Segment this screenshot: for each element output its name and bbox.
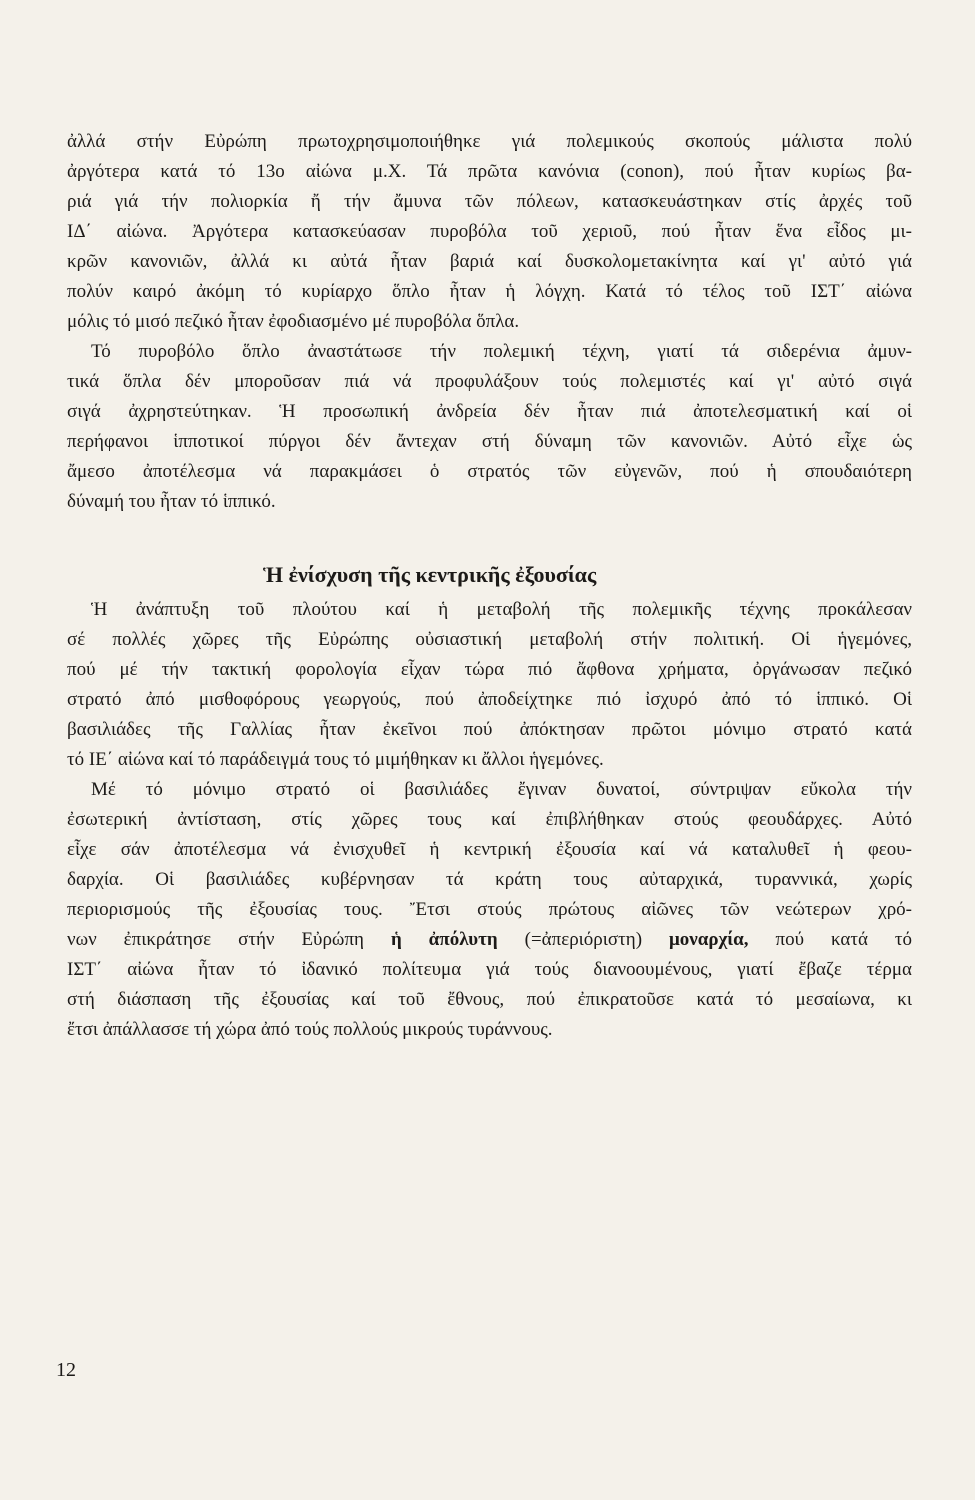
text-fragment: (=ἀπεριόριστη) [497,929,669,950]
text-line: πολύν καιρό ἀκόμη τό κυρίαρχο ὅπλο ἦταν ἡ λόγχη. Κατά τό τέλος τοῦ ΙΣΤ΄ αἰώνα [67,281,912,302]
text-line: κρῶν κανονιῶν, ἀλλά κι αὐτά ἦταν βαριά καί δυσκολομετακίνητα καί γι' αὐτό γιά [67,251,912,272]
paragraph-military-change [67,337,912,517]
text-line-with-bold-terms [67,925,912,955]
paragraph-absolute-monarchy [67,775,912,1045]
text-line: στρατό ἀπό μισθοφόρους γεωργούς, πού ἀποδείχτηκε πιό ἰσχυρό ἀπό τό ἱππικό. Οἱ [67,689,912,710]
text-line: μόλις τό μισό πεζικό ἦταν ἐφοδιασμένο μέ πυροβόλα ὅπλα. [67,311,520,332]
text-line: ἀλλά στήν Εὐρώπη πρωτοχρησιμοποιήθηκε γιά πολεμικούς σκοπούς μάλιστα πολύ [67,131,912,152]
text-line: ἔτσι ἀπάλλασσε τή χώρα ἀπό τούς πολλούς μικρούς τυράννους. [67,1019,553,1040]
text-line: ἀργότερα κατά τό 13ο αἰώνα μ.Χ. Τά πρῶτα κανόνια (conon), πού ἦταν κυρίως βα- [67,161,912,182]
text-line: σιγά ἀχρηστεύτηκαν. Ἡ προσωπική ἀνδρεία δέν ἦταν πιά ἀποτελεσματική καί οἱ [67,401,912,422]
text-line: δύναμή του ἦταν τό ἱππικό. [67,491,276,512]
text-line: περήφανοι ἱπποτικοί πύργοι δέν ἄντεχαν στή δύναμη τῶν κανονιῶν. Αὐτό εἶχε ὡς [67,431,912,452]
text-line: ριά γιά τήν πολιορκία ἤ τήν ἄμυνα τῶν πόλεων, κατασκευάστηκαν στίς ἀρχές τοῦ [67,191,912,212]
text-line: Ἡ ἀνάπτυξη τοῦ πλούτου καί ἡ μεταβολή τῆς πολεμικῆς τέχνης προκάλεσαν [91,599,912,620]
text-line: ἄμεσο ἀποτέλεσμα νά παρακμάσει ὁ στρατός τῶν εὐγενῶν, πού ἡ σπουδαιότερη [67,461,912,482]
page-number: 12 [56,1359,76,1381]
text-line: εἶχε σάν ἀποτέλεσμα νά ἐνισχυθεῖ ἡ κεντρική ἐξουσία καί νά καταλυθεῖ ἡ φεου- [67,839,912,860]
text-line: σέ πολλές χῶρες τῆς Εὐρώπης οὐσιαστική μεταβολή στήν πολιτική. Οἱ ἡγεμόνες, [67,629,912,650]
text-fragment: πού κατά τό [748,929,912,950]
text-line: Μέ τό μόνιμο στρατό οἱ βασιλιάδες ἔγιναν δυνατοί, σύντριψαν εὔκολα τήν [91,779,912,800]
text-line: Τό πυροβόλο ὅπλο ἀναστάτωσε τήν πολεμική τέχνη, γιατί τά σιδερένια ἀμυν- [91,341,912,362]
text-line: πού μέ τήν τακτική φορολογία εἶχαν τώρα πιό ἄφθονα χρήματα, ὀργάνωσαν πεζικό [67,659,912,680]
text-line: τό ΙΕ΄ αἰώνα καί τό παράδειγμά τους τό μιμήθηκαν κι ἄλλοι ἡγεμόνες. [67,749,604,770]
text-line: δαρχία. Οἱ βασιλιάδες κυβέρνησαν τά κράτη τους αὐταρχικά, τυραννικά, χωρίς [67,869,912,890]
bold-term-absolute: ἡ ἀπόλυτη [390,929,498,950]
text-line: τικά ὅπλα δέν μποροῦσαν πιά νά προφυλάξουν τούς πολεμιστές καί γι' αὐτό σιγά [67,371,912,392]
section-heading: Ἡ ἐνίσχυση τῆς κεντρικῆς ἐξουσίας [263,562,597,587]
paragraph-central-power [67,595,912,775]
text-line: ἐσωτερική ἀντίσταση, στίς χῶρες τους καί ἐπιβλήθηκαν στούς φεουδάρχες. Αὐτό [67,809,912,830]
paragraph-gunpowder-weapons [67,127,912,337]
text-line: στή διάσπαση τῆς ἐξουσίας καί τοῦ ἔθνους, πού ἐπικρατοῦσε κατά τό μεσαίωνα, κι [67,989,912,1010]
text-fragment: νων ἐπικράτησε στήν Εὐρώπη [67,929,391,950]
bold-term-monarchy: μοναρχία, [668,929,749,950]
text-line: περιορισμούς τῆς ἐξουσίας τους. Ἔτσι στούς πρώτους αἰῶνες τῶν νεώτερων χρό- [67,899,912,920]
text-line: ΙΣΤ΄ αἰώνα ἦταν τό ἰδανικό πολίτευμα γιά τούς διανοουμένους, γιατί ἔβαζε τέρμα [67,959,912,980]
text-line: βασιλιάδες τῆς Γαλλίας ἦταν ἐκεῖνοι πού ἀπόκτησαν πρῶτοι μόνιμο στρατό κατά [67,719,912,740]
text-line: ΙΔ΄ αἰώνα. Ἀργότερα κατασκεύασαν πυροβόλα τοῦ χεριοῦ, πού ἦταν ἕνα εἶδος μι- [67,221,912,242]
